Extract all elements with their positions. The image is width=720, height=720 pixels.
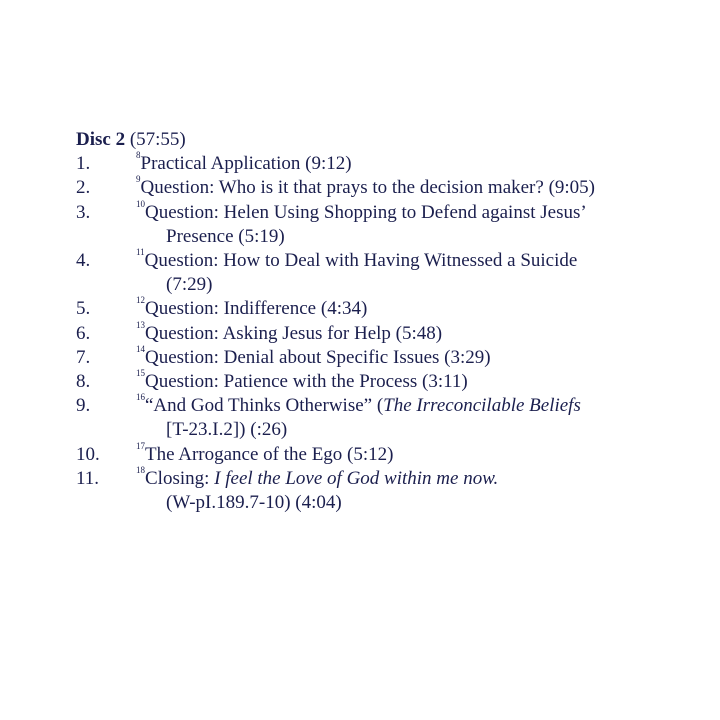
track-item [76,440,676,467]
track-body [136,198,676,249]
track-item [76,319,676,346]
footnote-marker: 12 [136,295,145,306]
track-title-italic: I feel the Love of God within me now. [214,467,499,489]
track-title-line [136,319,676,346]
track-number: 3. [76,201,91,223]
track-title: Question: Patience with the Process (3:11) [145,371,468,393]
track-number: 1. [76,153,91,175]
track-title: Closing: [145,467,215,489]
track-title-line [136,176,676,200]
track-item [76,394,676,442]
track-number: 9. [76,395,91,417]
track-number: 8. [76,371,91,393]
track-title-line [136,440,676,467]
track-body [136,440,676,467]
disc-header [76,128,676,152]
track-title: Question: Helen Using Shopping to Defend against Jesus’ [145,201,587,223]
track-title-line [136,249,676,273]
track-item [76,249,676,297]
track-body [136,343,676,370]
footnote-marker: 11 [136,247,145,258]
track-number: 11. [76,467,100,489]
track-title: Question: Indifference (4:34) [145,298,368,320]
track-title-continuation [136,418,676,442]
track-title-italic: The Irreconcilable Beliefs [383,395,581,417]
track-item [76,176,676,200]
track-item [76,198,676,249]
track-item [76,343,676,370]
track-title-cont: (W-pI.189.7-10) (4:04) [166,492,342,514]
track-body [136,152,676,176]
footnote-marker: 14 [136,343,145,354]
disc-duration: (57:55) [129,129,186,150]
track-title-continuation [136,273,676,297]
footnote-marker: 17 [136,440,145,451]
footnote-marker: 9 [136,174,141,185]
track-item [76,370,676,394]
footnote-marker: 8 [136,150,141,161]
track-item [76,152,676,176]
track-title-cont: Presence (5:19) [166,225,285,247]
track-title-cont: (7:29) [166,274,213,296]
footnote-marker: 15 [136,368,145,379]
footnote-marker: 10 [136,198,145,209]
track-number: 2. [76,177,91,199]
track-title-line [136,152,676,176]
track-number: 10. [76,443,100,465]
track-title: Question: Who is it that prays to the decision maker? (9:05) [140,177,595,199]
track-title-continuation [136,225,676,249]
track-body [136,394,676,442]
track-number: 5. [76,298,91,320]
track-title-line [136,464,676,491]
track-body [136,464,676,515]
track-title: “And God Thinks Otherwise” ( [145,395,384,417]
track-item [76,464,676,515]
track-title-line [136,297,676,321]
track-title-line [136,394,676,418]
disc-title: Disc 2 [76,129,126,150]
track-title-line [136,370,676,394]
track-body [136,297,676,321]
track-title: Question: Asking Jesus for Help (5:48) [145,322,443,344]
track-title-line [136,198,676,225]
track-title: Practical Application (9:12) [140,153,352,175]
track-body [136,249,676,297]
track-number: 7. [76,346,91,368]
track-number: 4. [76,250,91,272]
track-title: Question: How to Deal with Having Witnessed a Suicide [144,250,578,272]
track-body [136,319,676,346]
track-body [136,370,676,394]
track-title: Question: Denial about Specific Issues (3:29) [145,346,491,368]
track-title: The Arrogance of the Ego (5:12) [145,443,394,465]
track-listing [76,128,676,515]
footnote-marker: 18 [136,464,145,475]
track-title-cont: [T-23.I.2]) (:26) [166,419,288,441]
footnote-marker: 13 [136,319,145,330]
footnote-marker: 16 [136,392,145,403]
track-title-line [136,343,676,370]
track-title-continuation [136,491,676,515]
track-item [76,297,676,321]
track-body [136,176,676,200]
track-number: 6. [76,322,91,344]
